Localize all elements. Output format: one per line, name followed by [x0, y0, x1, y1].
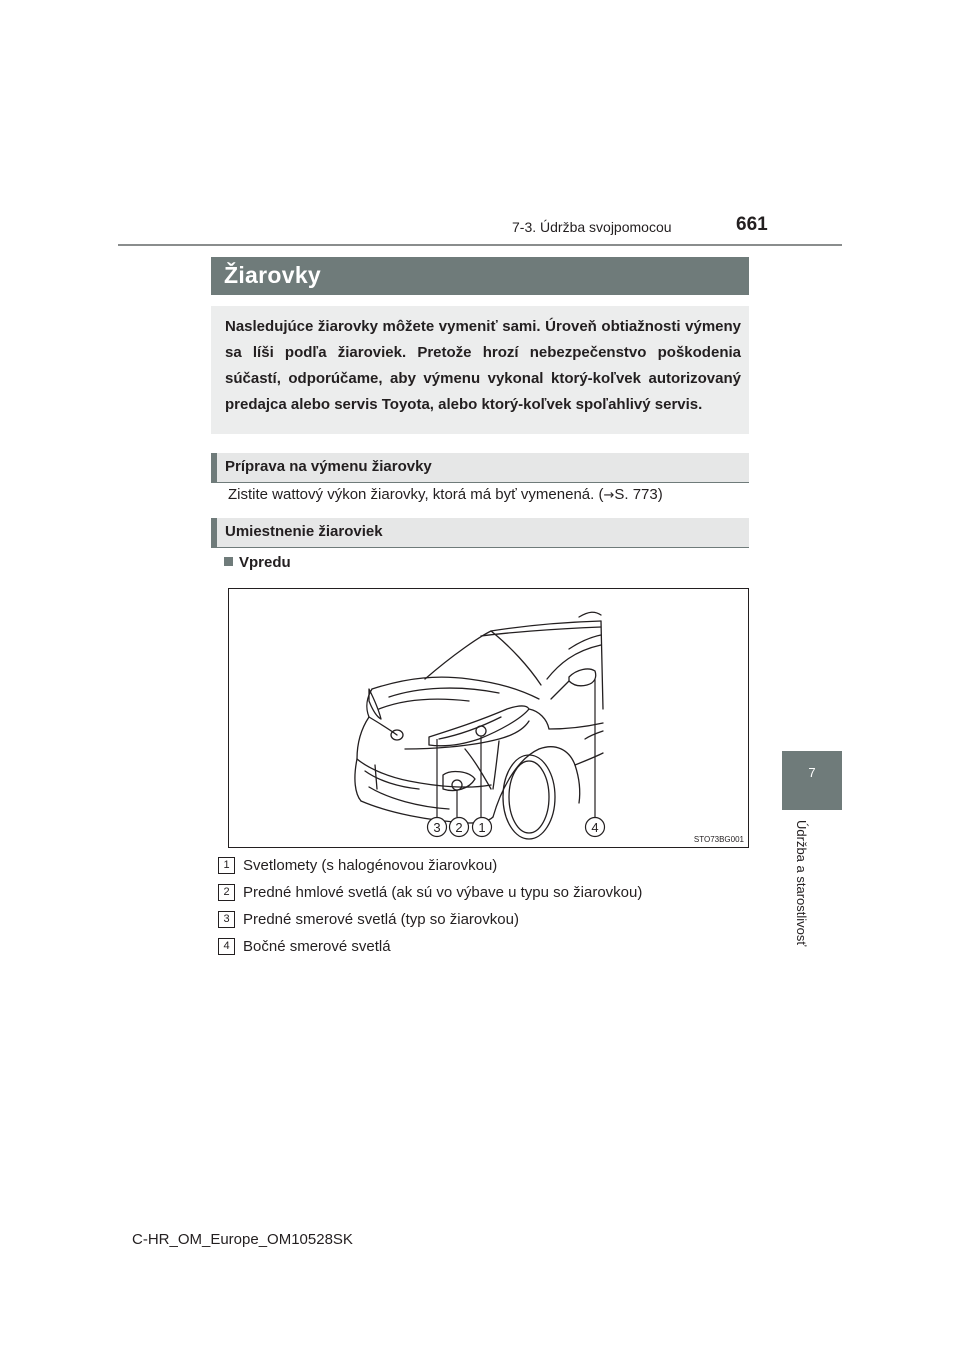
preparation-text	[228, 486, 663, 503]
callout-1-label: 1	[478, 820, 486, 835]
section-heading-preparation	[211, 453, 749, 483]
page-title: Žiarovky	[224, 262, 322, 288]
subheading-front	[224, 554, 291, 571]
car-bulb-location-figure	[228, 588, 749, 848]
legend-number-box: 3	[218, 911, 235, 928]
intro-text: Nasledujúce žiarovky môžete vymeniť sami. Úroveň obtiažnosti výmeny sa líši podľa žiaroviek. Pretože hrozí nebezpečenstvo poškodenia súčastí, odporúčame, aby výmenu vykonal ktorý-koľvek autorizovaný predajca alebo servis Toyota, alebo ktorý-koľvek spoľahlivý servis.	[225, 318, 741, 413]
square-bullet-icon	[224, 557, 233, 566]
callout-2-label: 2	[455, 820, 463, 835]
chapter-number: 7	[808, 765, 816, 780]
section-heading-text: Umiestnenie žiaroviek	[225, 523, 383, 540]
subheading-text: Vpredu	[239, 554, 291, 571]
arrow-right-icon: →	[603, 488, 615, 503]
document-code-footer: C-HR_OM_Europe_OM10528SK	[132, 1231, 353, 1248]
legend-text: Predné smerové svetlá (typ so žiarovkou)	[243, 911, 519, 928]
chapter-tab	[782, 751, 842, 810]
intro-box	[211, 306, 749, 434]
legend-number-box: 2	[218, 884, 235, 901]
callout-4-label: 4	[591, 820, 599, 835]
preparation-text-main: Zistite wattový výkon žiarovky, ktorá má byť vymenená. (	[228, 486, 604, 503]
chapter-title-vertical	[795, 820, 815, 970]
legend-text: Svetlomety (s halogénovou žiarovkou)	[243, 857, 498, 874]
legend-text: Predné hmlové svetlá (ak sú vo výbave u typu so žiarovkou)	[243, 884, 643, 901]
callout-3-label: 3	[433, 820, 441, 835]
chapter-title: Údržba a starostlivosť	[794, 820, 809, 947]
legend-text: Bočné smerové svetlá	[243, 938, 391, 955]
legend-number-box: 4	[218, 938, 235, 955]
section-heading-location	[211, 518, 749, 548]
page-number: 661	[736, 214, 768, 235]
figure-code: STO73BG001	[693, 835, 744, 844]
header-divider	[118, 244, 842, 246]
page-reference-link[interactable]: S. 773)	[614, 486, 663, 503]
page-title-bar	[211, 257, 749, 295]
header-section-title: 7-3. Údržba svojpomocou	[512, 219, 672, 235]
legend-number-box: 1	[218, 857, 235, 874]
car-front-illustration	[229, 589, 750, 849]
section-heading-text: Príprava na výmenu žiarovky	[225, 458, 432, 475]
